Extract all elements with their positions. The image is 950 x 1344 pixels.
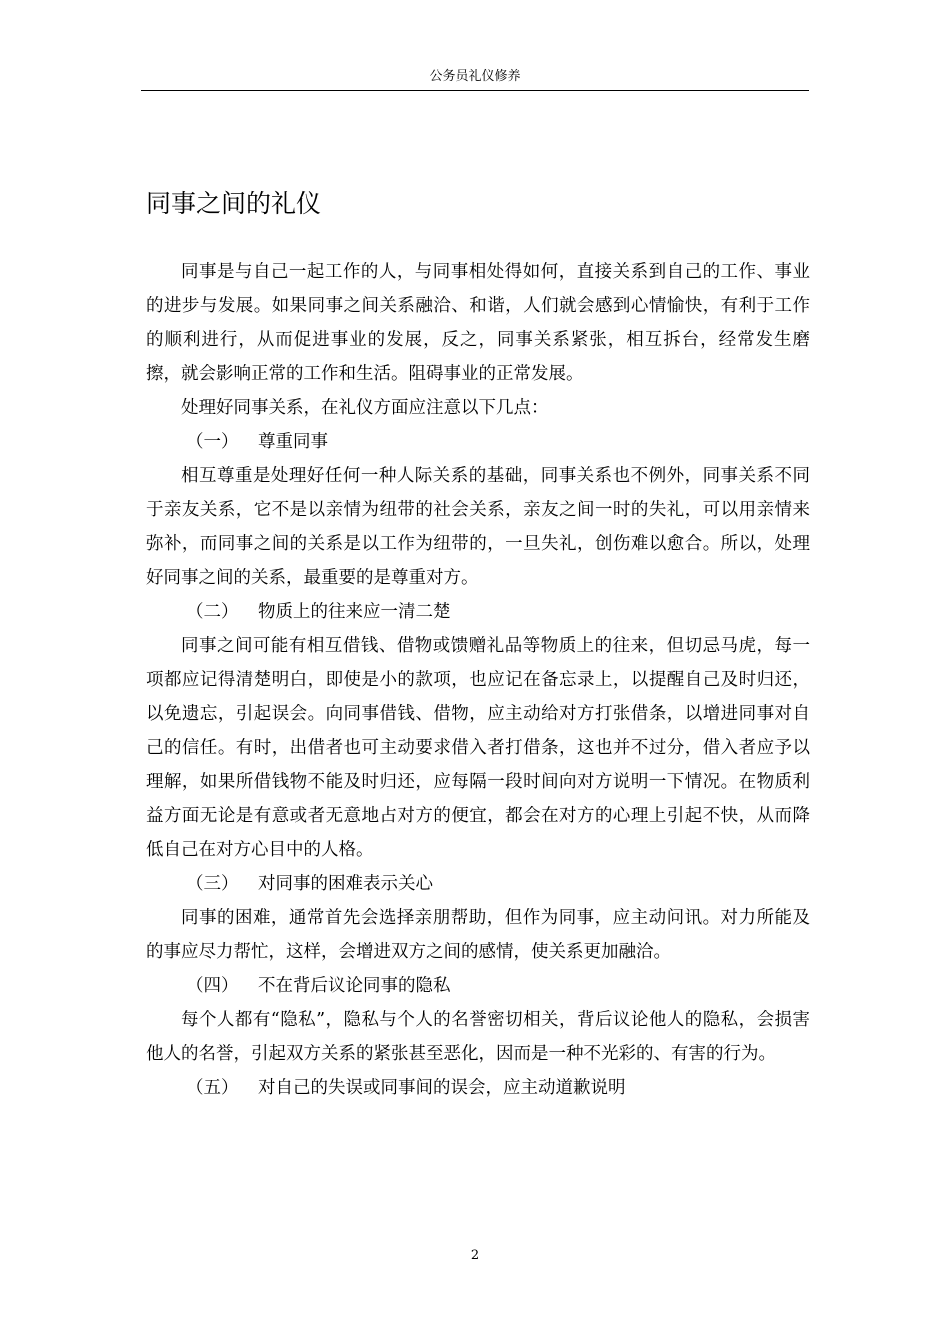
- section-title: 不在背后议论同事的隐私: [258, 976, 451, 996]
- intro-paragraph: 处理好同事关系，在礼仪方面应注意以下几点：: [181, 398, 549, 418]
- page-footer: [0, 1248, 950, 1263]
- intro-paragraph: 同事是与自己一起工作的人，与同事相处得如何，直接关系到自己的工作、事业的进步与发展。如果同事之间关系融洽、和谐，人们就会感到心情愉快，有利于工作的顺利进行，从而促进事业的发展，反之，同事关系紧张，相互拆台，经常发生磨擦，就会影响正常的工作和生活。阻碍事业的正常发展。: [146, 262, 810, 384]
- section-heading: [146, 425, 810, 459]
- page-number: 2: [470, 1248, 480, 1263]
- section-title: 对自己的失误或同事间的误会，应主动道歉说明: [258, 1078, 626, 1098]
- section-paragraph: 相互尊重是处理好任何一种人际关系的基础，同事关系也不例外，同事关系不同于亲友关系，它不是以亲情为纽带的社会关系，亲友之间一时的失礼，可以用亲情来弥补，而同事之间的关系是以工作为纽带的，一旦失礼，创伤难以愈合。所以，处理好同事之间的关系，最重要的是尊重对方。: [146, 466, 810, 588]
- section-heading: [146, 867, 810, 901]
- section-paragraph: 同事之间可能有相互借钱、借物或馈赠礼品等物质上的往来，但切忌马虎，每一项都应记得清楚明白，即使是小的款项，也应记在备忘录上，以提醒自己及时归还，以免遗忘，引起误会。向同事借钱、借物，应主动给对方打张借条，以增进同事对自己的信任。有时，出借者也可主动要求借入者打借条，这也并不过分，借入者应予以理解，如果所借钱物不能及时归还，应每隔一段时间向对方说明一下情况。在物质利益方面无论是有意或者无意地占对方的便宜，都会在对方的心理上引起不快，从而降低自己在对方心目中的人格。: [146, 636, 810, 860]
- section-number: （二）: [186, 602, 239, 622]
- section-number: （三）: [186, 874, 239, 894]
- document-title: 同事之间的礼仪: [146, 189, 322, 218]
- section-number: （五）: [186, 1078, 239, 1098]
- page-header: [141, 64, 809, 91]
- header-title: 公务员礼仪修养: [429, 69, 521, 84]
- document-body: [146, 255, 810, 1105]
- section-number: （一）: [186, 432, 239, 452]
- section-title: 对同事的困难表示关心: [258, 874, 433, 894]
- section-title: 尊重同事: [258, 432, 328, 452]
- section-paragraph: 每个人都有“隐私”，隐私与个人的名誉密切相关，背后议论他人的隐私，会损害他人的名誉，引起双方关系的紧张甚至恶化，因而是一种不光彩的、有害的行为。: [146, 1010, 810, 1064]
- section-heading: [146, 969, 810, 1003]
- section-heading: [146, 1071, 810, 1105]
- section-heading: [146, 595, 810, 629]
- section-number: （四）: [186, 976, 239, 996]
- section-paragraph: 同事的困难，通常首先会选择亲朋帮助，但作为同事，应主动问讯。对力所能及的事应尽力帮忙，这样，会增进双方之间的感情，使关系更加融洽。: [146, 908, 810, 962]
- section-title: 物质上的往来应一清二楚: [258, 602, 451, 622]
